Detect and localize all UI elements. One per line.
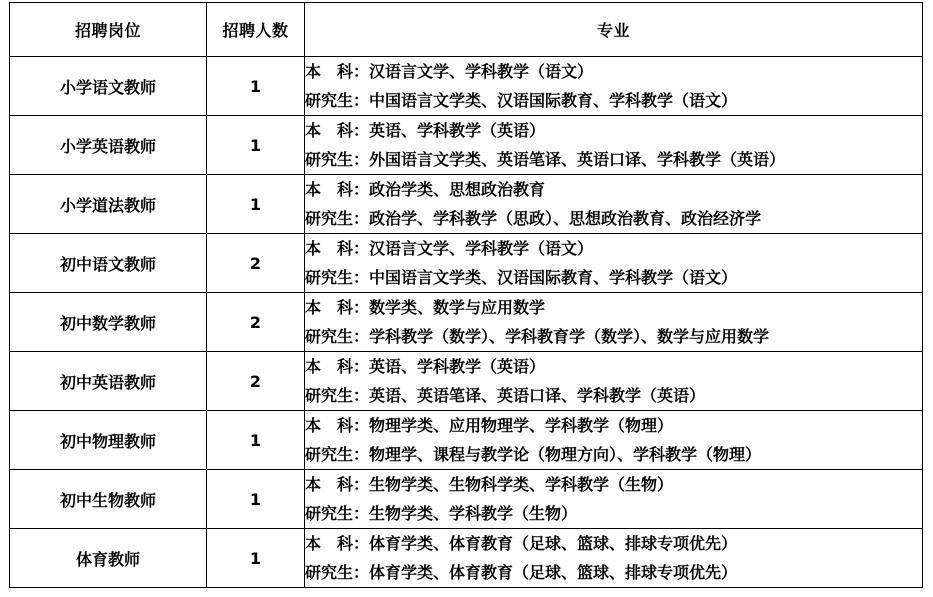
grad-line	[305, 263, 922, 292]
undergrad-label: 本 科：	[305, 121, 370, 140]
position-cell: 小学英语教师	[10, 116, 207, 175]
grad-label: 研究生：	[305, 327, 370, 346]
grad-label: 研究生：	[305, 563, 370, 582]
undergrad-majors: 英语、学科教学（英语）	[369, 357, 546, 376]
grad-label: 研究生：	[305, 91, 370, 110]
header-major: 专业	[305, 3, 923, 57]
undergrad-majors: 汉语言文学、学科教学（语文）	[369, 62, 594, 81]
count-cell: 2	[207, 293, 305, 352]
grad-label: 研究生：	[305, 504, 370, 523]
grad-majors: 政治学、学科教学（思政）、思想政治教育、政治经济学	[369, 209, 762, 228]
table-row	[10, 470, 923, 529]
undergrad-label: 本 科：	[305, 298, 370, 317]
position-cell: 初中生物教师	[10, 470, 207, 529]
undergrad-line	[305, 352, 922, 381]
grad-label: 研究生：	[305, 150, 370, 169]
table-header-row	[10, 3, 923, 57]
table-row	[10, 352, 923, 411]
undergrad-line	[305, 529, 922, 558]
undergrad-majors: 生物学类、生物科学类、学科教学（生物）	[369, 475, 674, 494]
major-cell	[305, 116, 923, 175]
undergrad-label: 本 科：	[305, 534, 370, 553]
grad-line	[305, 86, 922, 115]
count-cell: 1	[207, 470, 305, 529]
position-cell: 小学语文教师	[10, 57, 207, 116]
undergrad-label: 本 科：	[305, 62, 370, 81]
table-row	[10, 411, 923, 470]
major-cell	[305, 529, 923, 588]
position-cell: 初中物理教师	[10, 411, 207, 470]
position-cell: 初中英语教师	[10, 352, 207, 411]
table-row	[10, 57, 923, 116]
grad-line	[305, 381, 922, 410]
undergrad-majors: 政治学类、思想政治教育	[369, 180, 546, 199]
grad-label: 研究生：	[305, 445, 370, 464]
grad-majors: 中国语言文学类、汉语国际教育、学科教学（语文）	[369, 91, 738, 110]
major-cell	[305, 352, 923, 411]
grad-majors: 中国语言文学类、汉语国际教育、学科教学（语文）	[369, 268, 738, 287]
grad-majors: 物理学、课程与教学论（物理方向）、学科教学（物理）	[369, 445, 762, 464]
position-cell: 初中数学教师	[10, 293, 207, 352]
grad-majors: 体育学类、体育教育（足球、篮球、排球专项优先）	[369, 563, 738, 582]
position-cell: 初中语文教师	[10, 234, 207, 293]
position-cell: 小学道法教师	[10, 175, 207, 234]
undergrad-majors: 数学类、数学与应用数学	[369, 298, 546, 317]
count-cell: 1	[207, 411, 305, 470]
undergrad-majors: 英语、学科教学（英语）	[369, 121, 546, 140]
count-cell: 2	[207, 352, 305, 411]
grad-majors: 外国语言文学类、英语笔译、英语口译、学科教学（英语）	[369, 150, 786, 169]
count-cell: 1	[207, 529, 305, 588]
count-cell: 1	[207, 57, 305, 116]
undergrad-label: 本 科：	[305, 416, 370, 435]
grad-line	[305, 204, 922, 233]
undergrad-line	[305, 293, 922, 322]
header-position: 招聘岗位	[10, 3, 207, 57]
grad-line	[305, 440, 922, 469]
recruitment-table	[9, 2, 923, 588]
major-cell	[305, 411, 923, 470]
major-cell	[305, 234, 923, 293]
grad-majors: 生物学类、学科教学（生物）	[369, 504, 578, 523]
grad-majors: 学科教学（数学）、学科教育学（数学）、数学与应用数学	[369, 327, 770, 346]
undergrad-majors: 物理学类、应用物理学、学科教学（物理）	[369, 416, 674, 435]
grad-majors: 英语、英语笔译、英语口译、学科教学（英语）	[369, 386, 706, 405]
count-cell: 1	[207, 116, 305, 175]
table-row	[10, 175, 923, 234]
count-cell: 2	[207, 234, 305, 293]
major-cell	[305, 293, 923, 352]
undergrad-label: 本 科：	[305, 357, 370, 376]
position-cell: 体育教师	[10, 529, 207, 588]
grad-label: 研究生：	[305, 268, 370, 287]
grad-line	[305, 145, 922, 174]
undergrad-line	[305, 411, 922, 440]
undergrad-line	[305, 116, 922, 145]
grad-line	[305, 499, 922, 528]
grad-label: 研究生：	[305, 209, 370, 228]
major-cell	[305, 470, 923, 529]
undergrad-line	[305, 234, 922, 263]
undergrad-majors: 汉语言文学、学科教学（语文）	[369, 239, 594, 258]
major-cell	[305, 57, 923, 116]
grad-label: 研究生：	[305, 386, 370, 405]
undergrad-label: 本 科：	[305, 180, 370, 199]
undergrad-label: 本 科：	[305, 475, 370, 494]
table-row	[10, 116, 923, 175]
count-cell: 1	[207, 175, 305, 234]
grad-line	[305, 322, 922, 351]
undergrad-label: 本 科：	[305, 239, 370, 258]
undergrad-line	[305, 470, 922, 499]
undergrad-majors: 体育学类、体育教育（足球、篮球、排球专项优先）	[369, 534, 738, 553]
table-row	[10, 234, 923, 293]
undergrad-line	[305, 57, 922, 86]
header-count: 招聘人数	[207, 3, 305, 57]
table-row	[10, 293, 923, 352]
table-row	[10, 529, 923, 588]
undergrad-line	[305, 175, 922, 204]
grad-line	[305, 558, 922, 587]
major-cell	[305, 175, 923, 234]
